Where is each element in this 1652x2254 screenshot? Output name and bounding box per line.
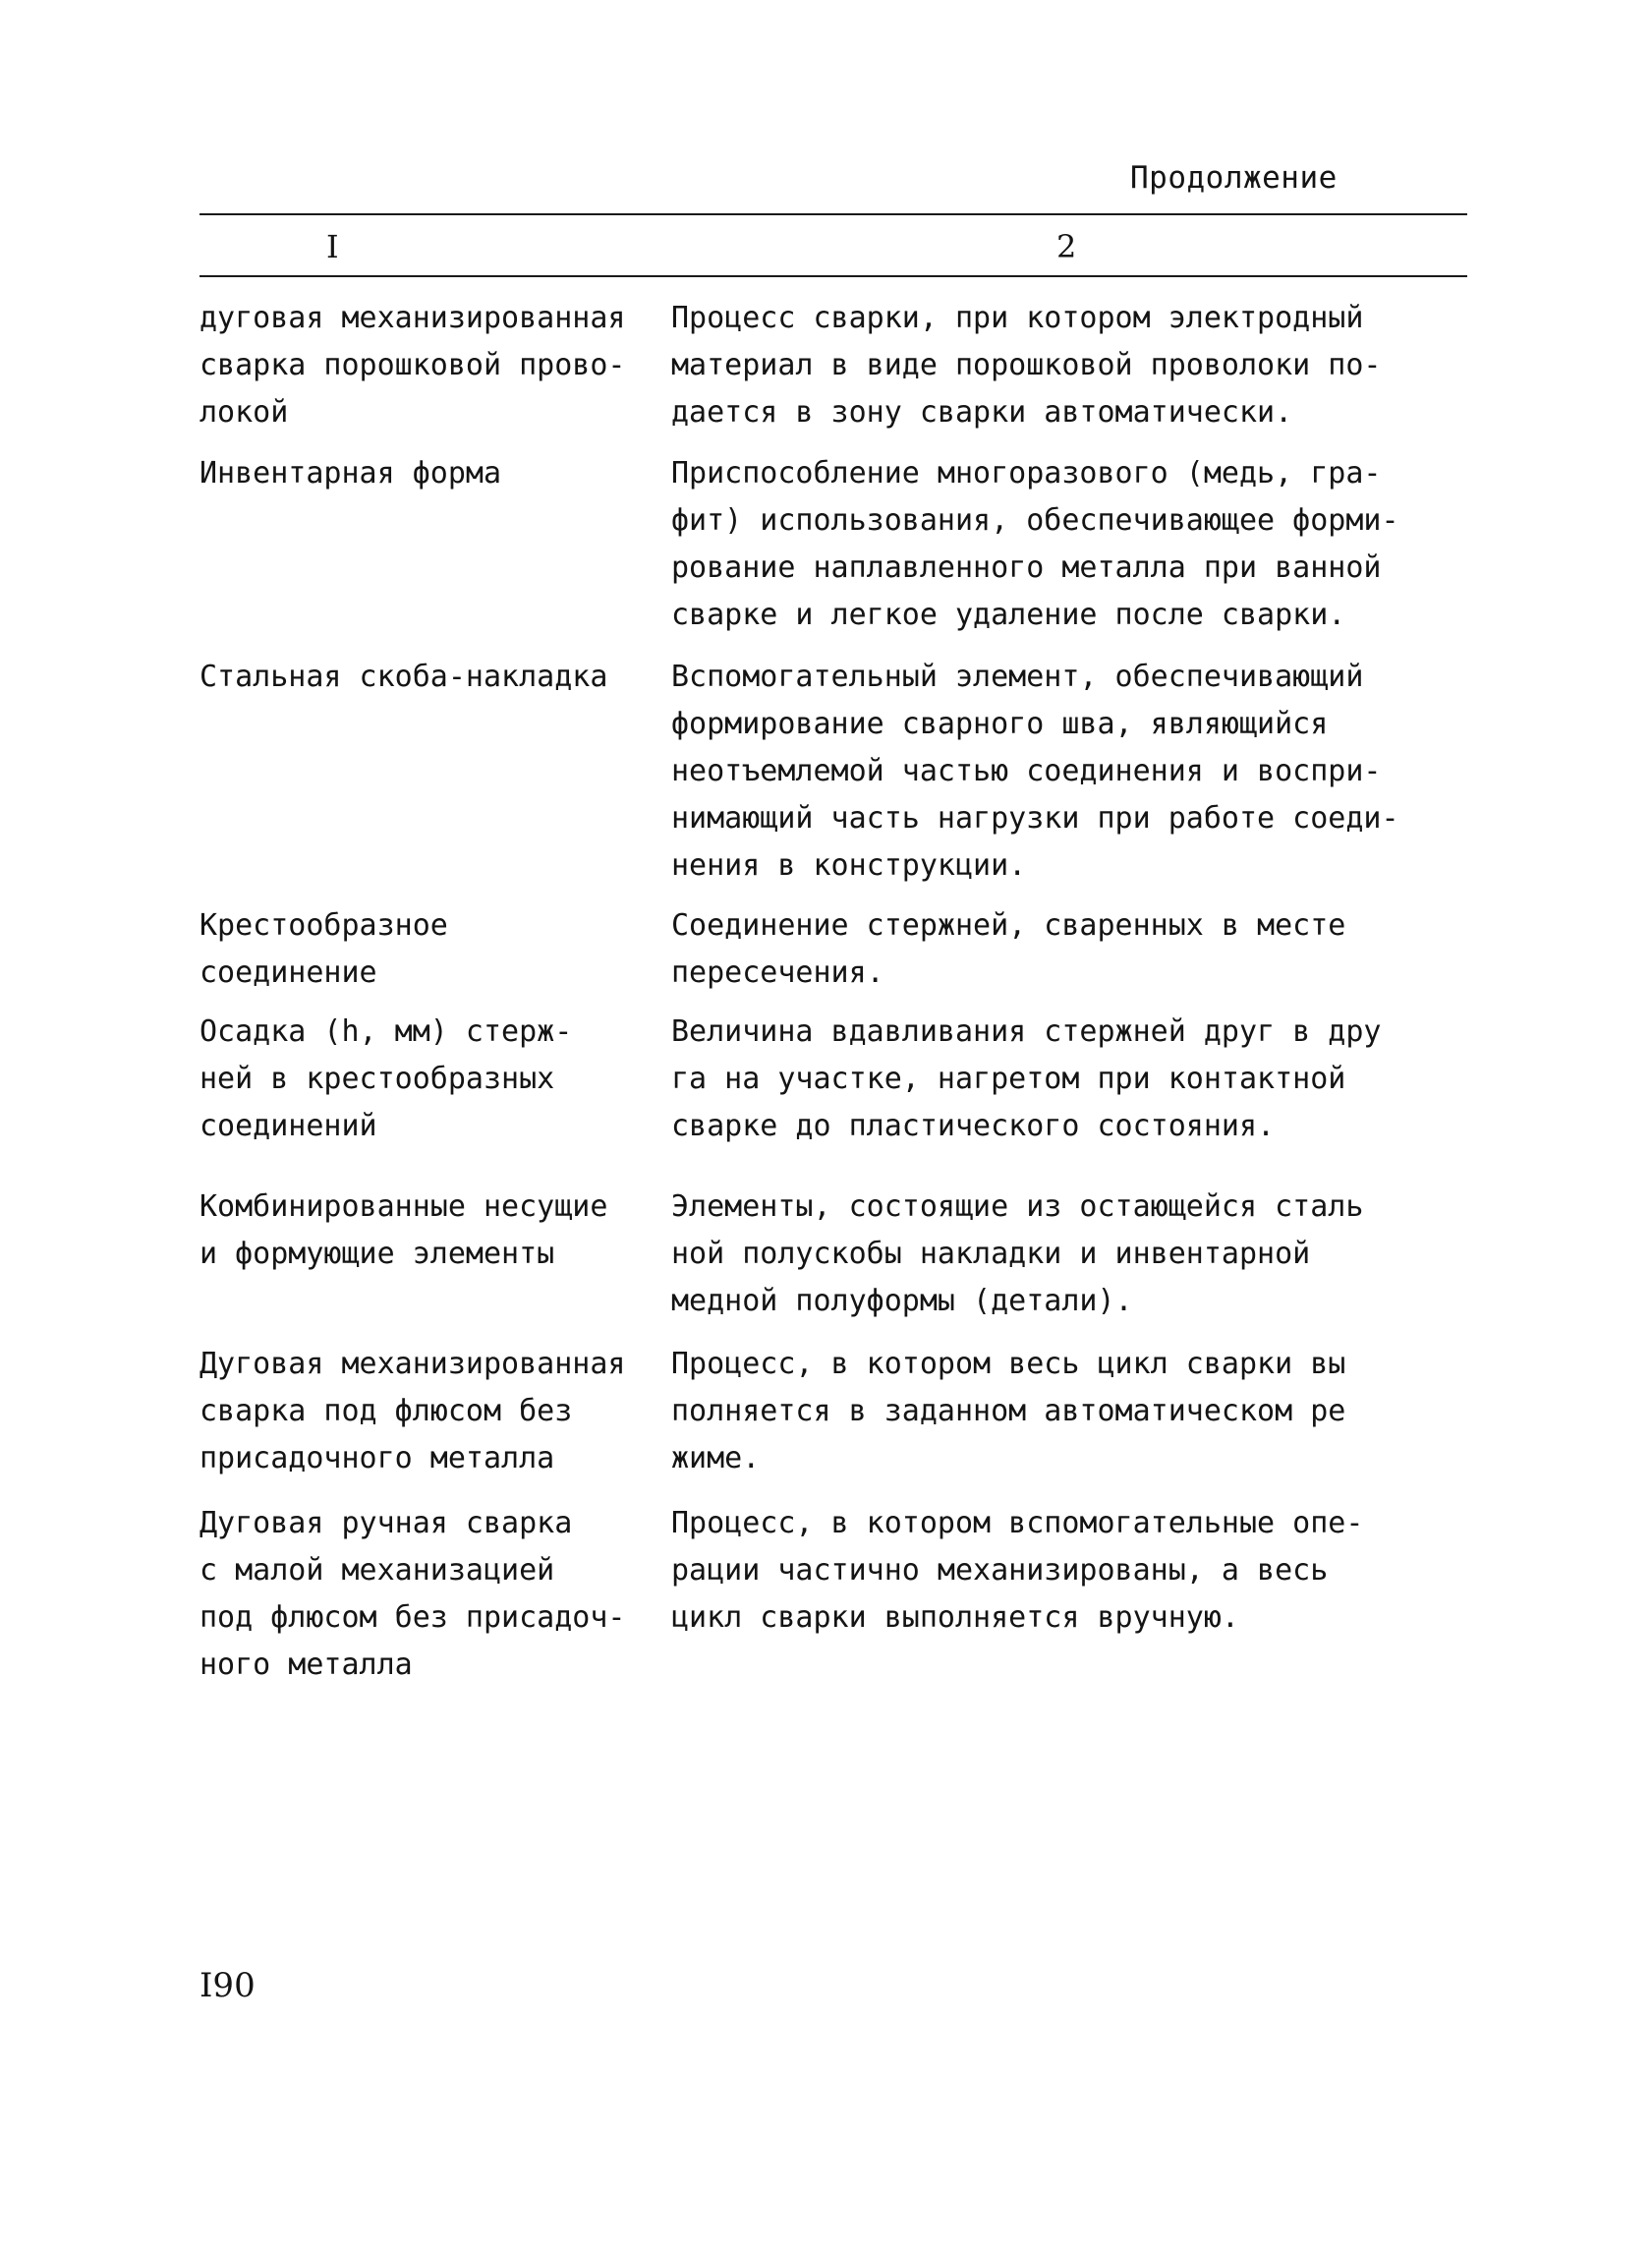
column-header-1: I — [326, 228, 339, 265]
definition-cell: Вспомогательный элемент, обеспечивающий формирование сварного шва, являющийся неотъемлемой частью соединения и воспри- нимающий часть нагрузки при работе соеди- нения в конструкции. — [671, 660, 1399, 883]
continuation-label: Продолжение — [1130, 160, 1338, 196]
definition-cell: Процесс, в котором вспомогательные опе- рации частично механизированы, а весь цикл сварки выполняется вручную. — [671, 1506, 1364, 1635]
term-cell: Осадка (h, мм) стерж- ней в крестообразных соединений — [199, 1014, 573, 1143]
definition-cell: Процесс, в котором весь цикл сварки вы полняется в заданном автоматическом ре жиме. — [671, 1347, 1346, 1475]
definition-cell: Соединение стержней, сваренных в месте пересечения. — [671, 908, 1346, 990]
term-cell: Крестообразное соединение — [199, 908, 448, 990]
term-cell: Дуговая механизированная сварка под флюсом без присадочного металла — [199, 1347, 626, 1475]
term-cell: Дуговая ручная сварка с малой механизацией под флюсом без присадоч- ного металла — [199, 1506, 626, 1682]
table-top-rule — [199, 213, 1467, 215]
page-number: I90 — [199, 1966, 256, 2005]
term-cell: Комбинированные несущие и формующие элементы — [199, 1189, 608, 1271]
definition-cell: Процесс сварки, при котором электродный материал в виде порошковой проволоки по- дается в зону сварки автоматически. — [671, 301, 1382, 430]
term-cell: дуговая механизированная сварка порошковой прово- локой — [199, 301, 626, 430]
table-header-rule — [199, 275, 1467, 277]
definition-cell: Величина вдавливания стержней друг в дру га на участке, нагретом при контактной сварке до пластического состояния. — [671, 1014, 1382, 1143]
term-cell: Стальная скоба-накладка — [199, 660, 608, 694]
definition-cell: Элементы, состоящие из остающейся сталь ной полускобы накладки и инвентарной медной полуформы (детали). — [671, 1189, 1364, 1318]
column-header-2: 2 — [1056, 228, 1077, 265]
definition-cell: Приспособление многоразового (медь, гра- фит) использования, обеспечивающее форми- рование наплавленного металла при ванной сварке и легкое удаление после сварки. — [671, 456, 1399, 632]
term-cell: Инвентарная форма — [199, 456, 502, 491]
